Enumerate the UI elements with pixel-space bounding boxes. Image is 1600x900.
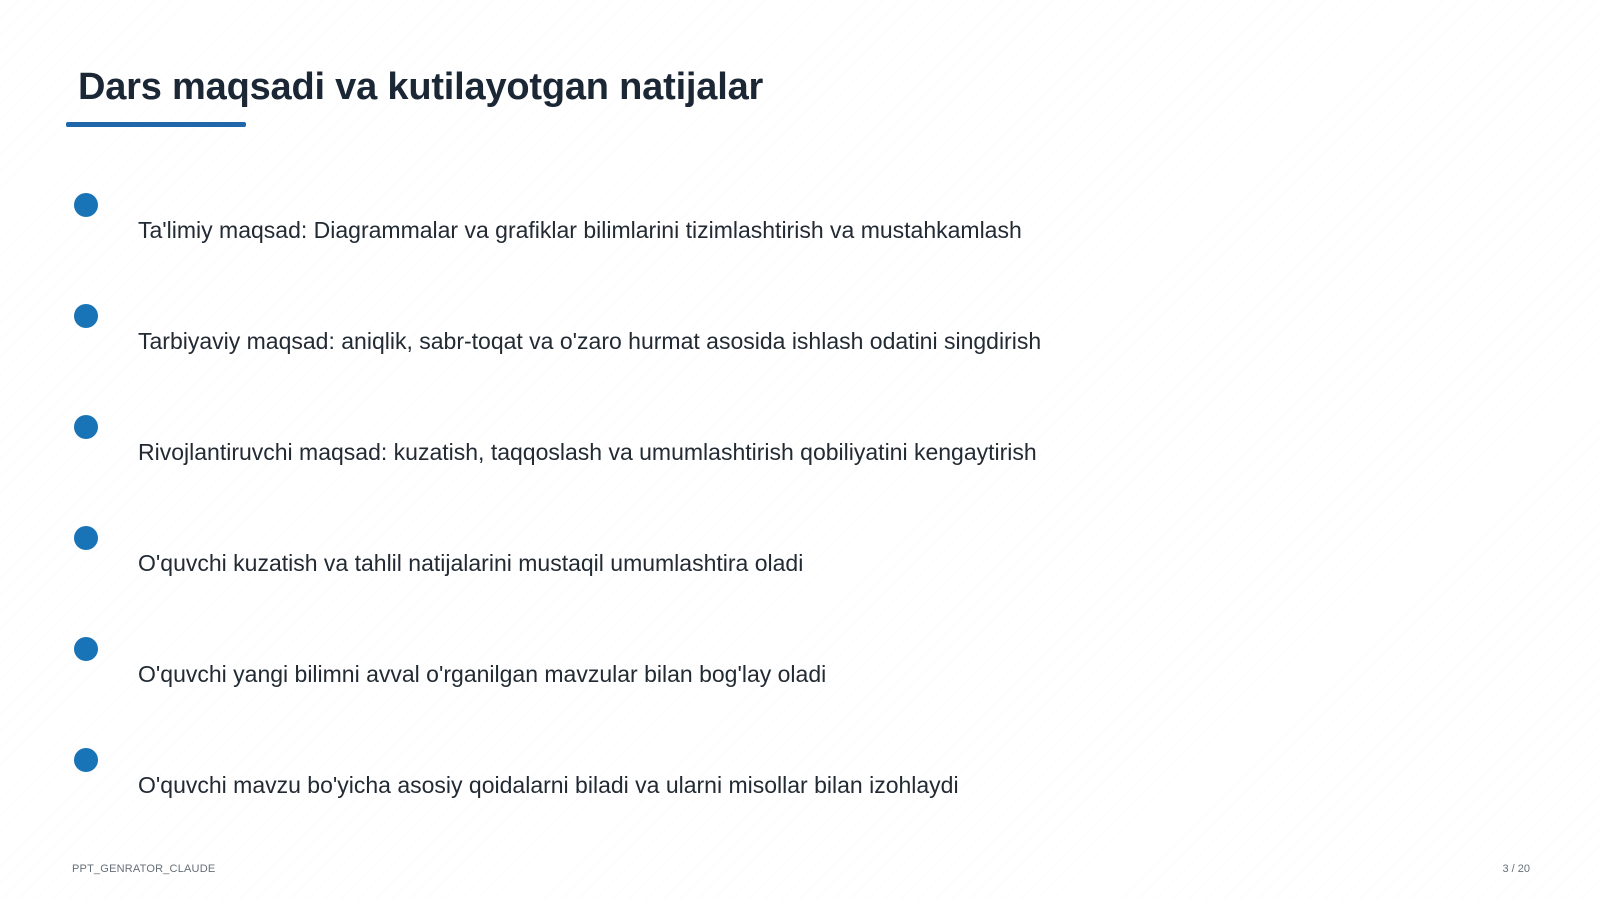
blue-bullet-icon	[74, 415, 98, 439]
blue-bullet-icon	[74, 637, 98, 661]
objective-item	[72, 526, 1522, 616]
objective-item	[72, 304, 1522, 394]
objective-item	[72, 637, 1522, 727]
blue-bullet-icon	[74, 304, 98, 328]
objective-text: O'quvchi kuzatish va tahlil natijalarini mustaqil umumlashtira oladi	[138, 550, 804, 576]
slide-title: Dars maqsadi va kutilayotgan natijalar	[78, 66, 764, 108]
objective-text: Ta'limiy maqsad: Diagrammalar va grafiklar bilimlarini tizimlashtirish va mustahkamlash	[138, 217, 1022, 243]
objective-item	[72, 193, 1522, 283]
blue-bullet-icon	[74, 748, 98, 772]
objective-text: O'quvchi mavzu bo'yicha asosiy qoidalarni biladi va ularni misollar bilan izohlaydi	[138, 772, 959, 798]
objective-text: Tarbiyaviy maqsad: aniqlik, sabr-toqat va o'zaro hurmat asosida ishlash odatini singdirish	[138, 328, 1042, 354]
blue-bullet-icon	[74, 193, 98, 217]
footer-label: PPT_GENRATOR_CLAUDE	[72, 863, 216, 875]
blue-bullet-icon	[74, 526, 98, 550]
objective-item	[72, 415, 1522, 505]
page-number: 3 / 20	[1502, 863, 1530, 875]
objective-text: O'quvchi yangi bilimni avval o'rganilgan mavzular bilan bog'lay oladi	[138, 661, 827, 687]
objective-item	[72, 748, 1522, 838]
objective-text: Rivojlantiruvchi maqsad: kuzatish, taqqoslash va umumlashtirish qobiliyatini kengaytirish	[138, 439, 1037, 465]
